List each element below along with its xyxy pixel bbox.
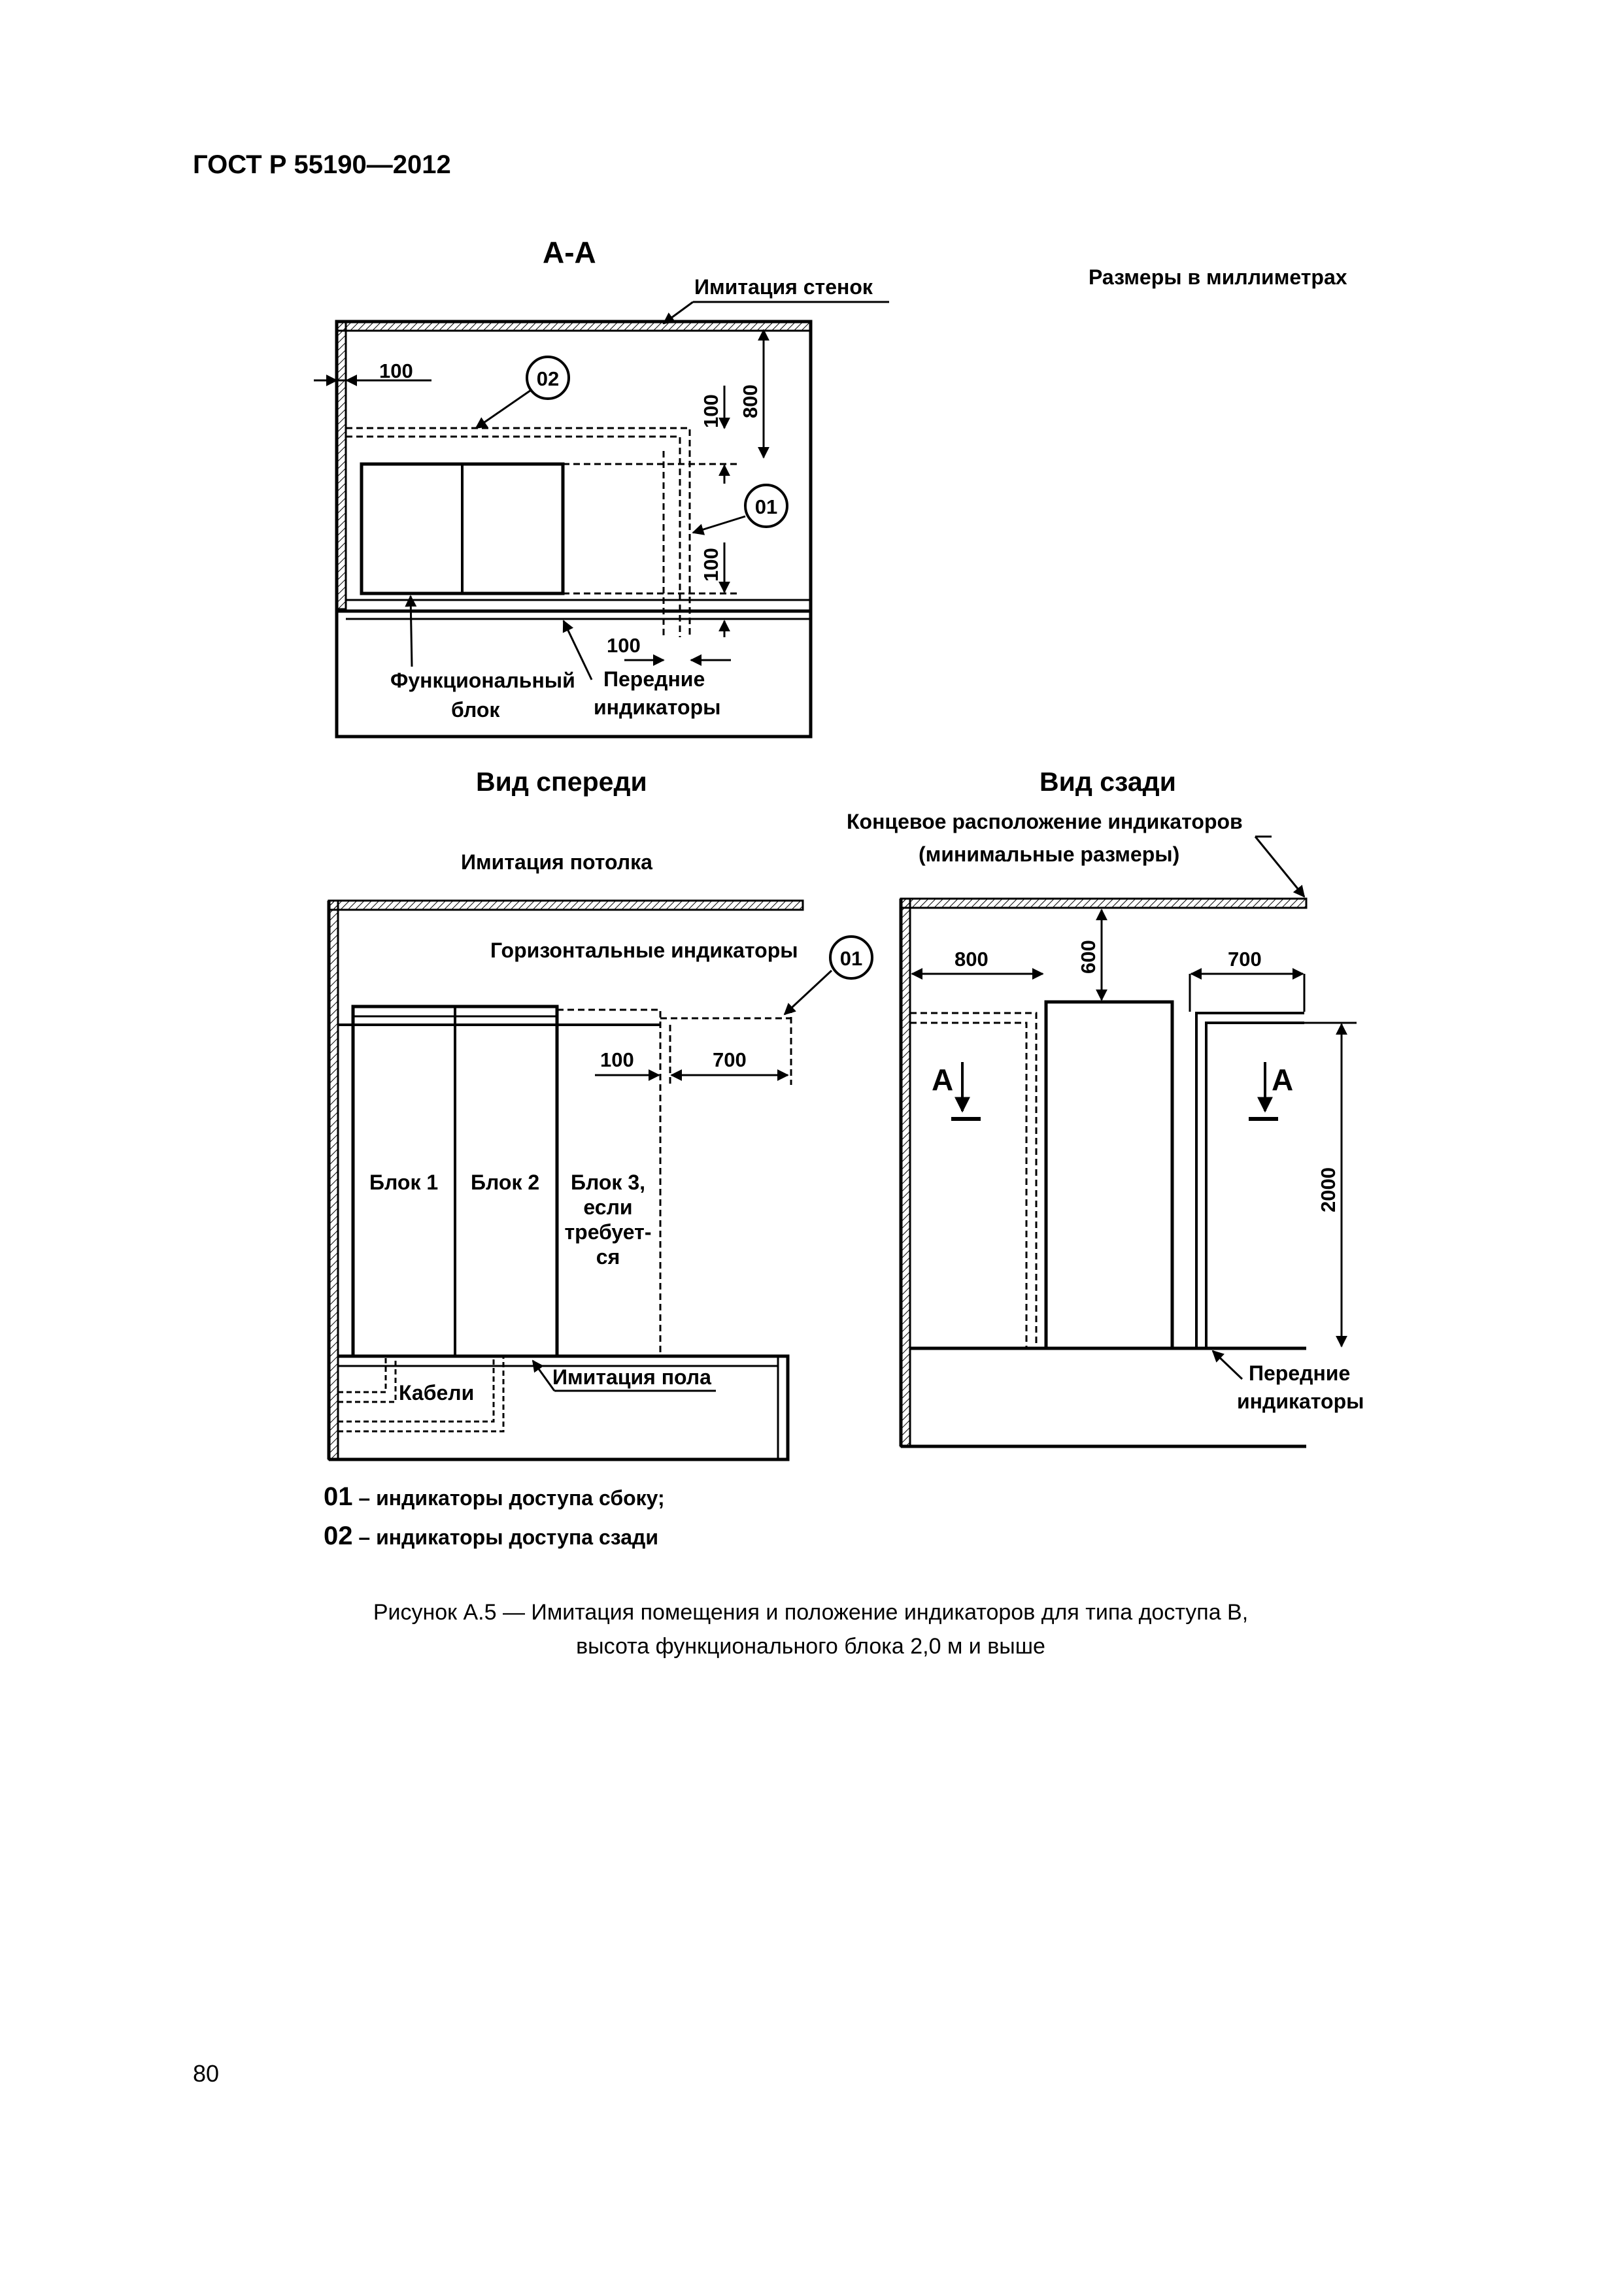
- dim-aa-100-lower: 100: [700, 548, 722, 582]
- dim-rear-600: 600: [1077, 940, 1100, 974]
- front-indicators-label-aa-line2: индикаторы: [594, 695, 721, 719]
- figure-caption-line1: Рисунок А.5 — Имитация помещения и положение индикаторов для типа доступа В,: [373, 1600, 1249, 1625]
- front-view-title: Вид спереди: [476, 767, 647, 797]
- front-indicators-label-rear-line1: Передние: [1249, 1361, 1351, 1385]
- page-number: 80: [193, 2060, 220, 2087]
- dim-aa-100-upper: 100: [700, 394, 722, 428]
- front-view-diagram: [329, 767, 872, 1459]
- legend-item-02: 02 – индикаторы доступа сзади: [324, 1522, 659, 1550]
- dim-front-100: 100: [600, 1048, 634, 1071]
- dim-rear-2000: 2000: [1317, 1167, 1340, 1212]
- horizontal-indicators-label: Горизонтальные индикаторы: [490, 939, 798, 962]
- section-mark-right: А: [1272, 1063, 1294, 1097]
- dim-aa-100-bottom: 100: [607, 634, 641, 657]
- dim-aa-100-left: 100: [379, 359, 413, 382]
- block-1-label: Блок 1: [369, 1171, 439, 1194]
- wall-imitation-label: Имитация стенок: [694, 275, 873, 299]
- floor-imitation-label: Имитация пола: [552, 1365, 711, 1389]
- block-2-label: Блок 2: [471, 1171, 540, 1194]
- block-3-label-line1: Блок 3,: [570, 1171, 646, 1194]
- section-aa-diagram: [314, 235, 889, 737]
- section-mark-left: А: [932, 1063, 954, 1097]
- end-location-label-line2: (минимальные размеры): [919, 842, 1180, 866]
- marker-02-aa: 02: [536, 367, 560, 390]
- rear-view-diagram: [847, 767, 1364, 1446]
- dim-front-700: 700: [713, 1048, 747, 1071]
- dim-aa-800: 800: [739, 384, 762, 418]
- marker-01-front: 01: [839, 947, 863, 970]
- cables-label: Кабели: [399, 1381, 475, 1405]
- dim-rear-800: 800: [955, 948, 988, 971]
- front-indicators-label-aa-line1: Передние: [603, 667, 705, 691]
- functional-block-label-line1: Функциональный: [390, 669, 575, 692]
- front-indicators-label-rear-line2: индикаторы: [1237, 1389, 1364, 1413]
- units-note: Размеры в миллиметрах: [1089, 265, 1347, 289]
- legend: [324, 1482, 665, 1550]
- figure-caption-line2: высота функционального блока 2,0 м и выше: [576, 1634, 1045, 1659]
- block-3-label-line2: если: [583, 1195, 633, 1219]
- standard-header: ГОСТ Р 55190—2012: [193, 150, 451, 179]
- functional-block-label-line2: блок: [451, 698, 500, 722]
- rear-view-title: Вид сзади: [1039, 767, 1176, 797]
- end-location-label-line1: Концевое расположение индикаторов: [847, 810, 1243, 833]
- ceiling-imitation-label: Имитация потолка: [461, 850, 652, 874]
- dim-rear-700: 700: [1228, 948, 1262, 971]
- block-3-label-line4: ся: [596, 1245, 620, 1269]
- marker-01-aa: 01: [754, 495, 778, 518]
- section-aa-title: А-А: [543, 235, 596, 269]
- legend-item-01: 01 – индикаторы доступа сбоку;: [324, 1482, 665, 1511]
- block-3-label-line3: требует-: [564, 1220, 652, 1244]
